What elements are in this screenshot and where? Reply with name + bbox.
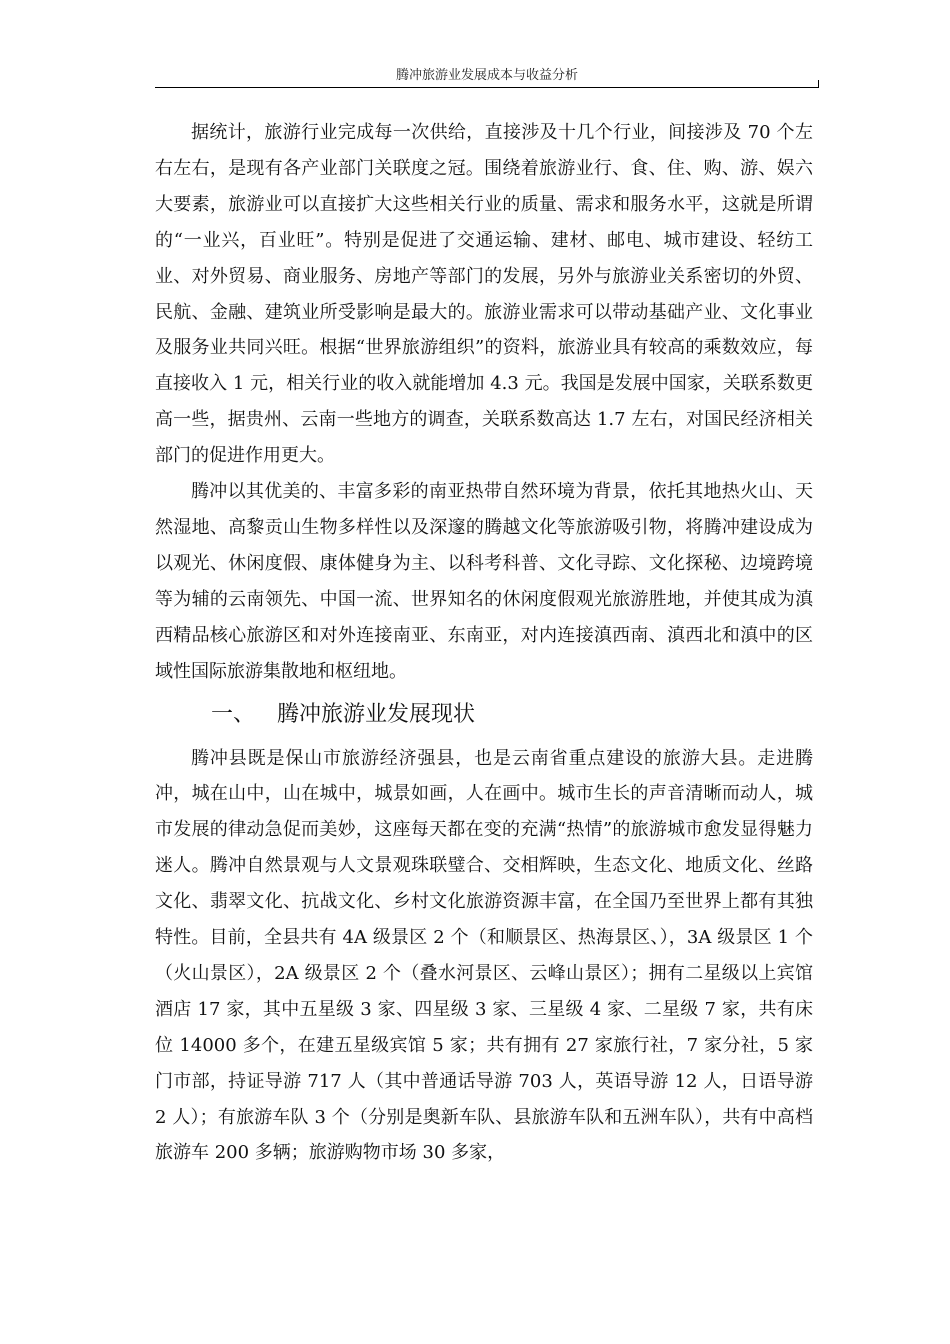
header-rule bbox=[155, 87, 819, 88]
section-title: 腾冲旅游业发展现状 bbox=[277, 701, 476, 727]
section-number: 一、 bbox=[211, 701, 256, 727]
paragraph-tourism-linkage: 据统计，旅游行业完成每一次供给，直接涉及十几个行业，间接涉及 70 个左右左右，是现有各产业部门关联度之冠。围绕着旅游业行、食、住、购、游、娱六大要素，旅游业可以直接扩大这些相关行业的质量、需求和服务水平，这就是所谓的“一业兴，百业旺”。特别是促进了交通运输、建材、邮电、城市建设、轻纺工业、对外贸易、商业服务、房地产等部门的发展，另外与旅游业关系密切的外贸、民航、金融、建筑业所受影响是最大的。旅游业需求可以带动基础产业、文化事业及服务业共同兴旺。根据“世界旅游组织”的资料，旅游业具有较高的乘数效应，每直接收入 1 元，相关行业的收入就能增加 4.3 元。我国是发展中国家，关联系数更高一些，据贵州、云南一些地方的调查，关联系数高达 1.7 左右，对国民经济相关部门的促进作用更大。 bbox=[155, 122, 813, 467]
paragraph-current-status: 腾冲县既是保山市旅游经济强县，也是云南省重点建设的旅游大县。走进腾冲，城在山中，山在城中，城景如画，人在画中。城市生长的声音清晰而动人，城市发展的律动急促而美妙，这座每天都在变的充满“热情”的旅游城市愈发显得魅力迷人。腾冲自然景观与人文景观珠联璧合、交相辉映，生态文化、地质文化、丝路文化、翡翠文化、抗战文化、乡村文化旅游资源丰富，在全国乃至世界上都有其独特性。目前，全县共有 4A 级景区 2 个（和顺景区、热海景区、），3A 级景区 1 个（火山景区），2A 级景区 2 个（叠水河景区、云峰山景区）；拥有二星级以上宾馆酒店 17 家，其中五星级 3 家、四星级 3 家、三星级 4 家、二星级 7 家，共有床位 14000 多个，在建五星级宾馆 5 家；共有拥有 27 家旅行社，7 家分社，5 家门市部，持证导游 717 人（其中普通话导游 703 人，英语导游 12 人，日语导游 2 人）；有旅游车队 3 个（分别是奥新车队、县旅游车队和五洲车队），共有中高档旅游车 200 多辆；旅游购物市场 30 多家， bbox=[155, 747, 813, 1164]
paragraph-tengchong-positioning: 腾冲以其优美的、丰富多彩的南亚热带自然环境为背景，依托其地热火山、天然湿地、高黎贡山生物多样性以及深邃的腾越文化等旅游吸引物，将腾冲建设成为以观光、休闲度假、康体健身为主、以科考科普、文化寻踪、文化探秘、边境跨境等为辅的云南领先、中国一流、世界知名的休闲度假观光旅游胜地，并使其成为滇西精品核心旅游区和对外连接南亚、东南亚，对内连接滇西南、滇西北和滇中的区域性国际旅游集散地和枢纽地。 bbox=[155, 481, 813, 682]
body-text bbox=[155, 115, 813, 1171]
running-header: 腾冲旅游业发展成本与收益分析 bbox=[395, 68, 578, 83]
header-rule-end-mark bbox=[818, 80, 819, 88]
section-heading bbox=[155, 690, 813, 741]
